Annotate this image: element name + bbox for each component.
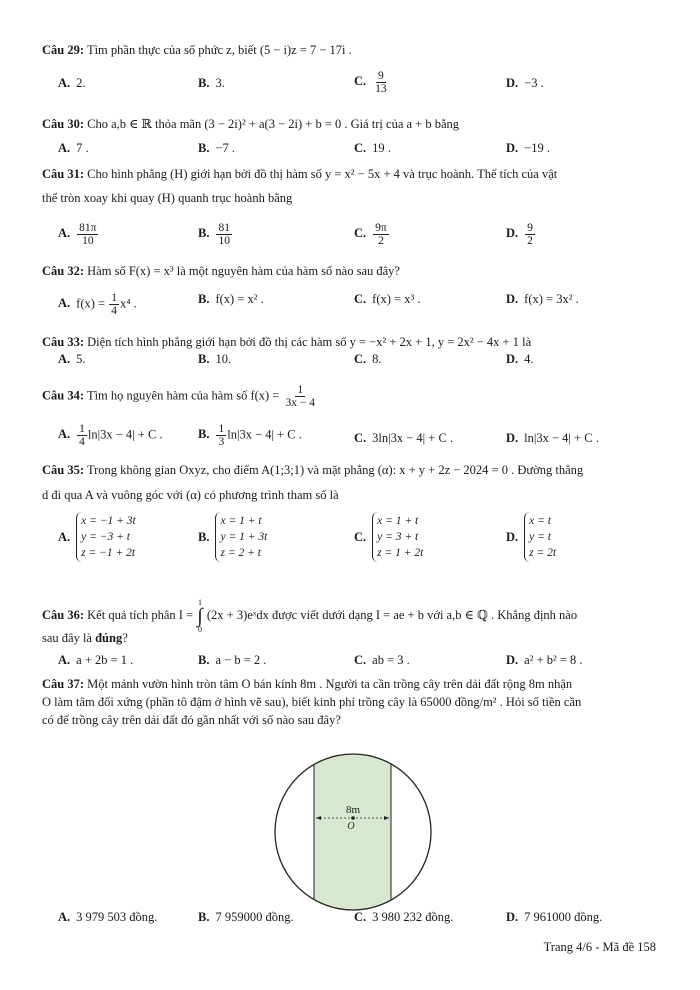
option-c[interactable]: C. 3 980 232 đồng. <box>354 910 454 924</box>
question-label: Câu 37: <box>42 677 85 691</box>
option-a[interactable]: A. 2. <box>58 76 86 90</box>
option-a[interactable]: A. $\frac{1}{4}$ ln|3x − 4| + C . <box>58 423 163 448</box>
question-text: Một mảnh vườn hình tròn tâm O bán kính 8m . Người ta cần trồng cây trên dải đất rộng 8m nhận <box>87 677 573 691</box>
option-d[interactable]: D. −19 . <box>506 141 550 155</box>
circle-garden-figure <box>270 752 436 912</box>
option-d[interactable]: D. $\frac{9}{2}$ <box>506 222 533 247</box>
option-c[interactable]: C. $\frac{9}{13}$ <box>354 70 387 95</box>
options-34 <box>58 423 658 453</box>
question-text: Trong không gian Oxyz, cho điểm A(1;3;1) và mặt phẳng (α): x + y + 2z − 2024 = 0 . Đường thẳng <box>86 463 584 477</box>
option-d[interactable]: D.x = t y = t z = 2t <box>506 512 560 562</box>
question-text: Hàm số F(x) = x³ là một nguyên hàm của hàm số nào sau đây? <box>87 264 400 278</box>
option-c[interactable]: C. f(x) = x³ . <box>354 292 421 306</box>
option-c[interactable]: C. $\frac{9\pi}{2}$ <box>354 222 387 247</box>
question-35-line-2: d đi qua A và vuông góc với (α) có phương trình tham số là <box>42 488 339 502</box>
question-text: Tìm phần thực của số phức z, biết (5 − i)z = 7 − 17i . <box>86 43 352 57</box>
question-label: Câu 30: <box>42 117 85 131</box>
option-d[interactable]: D. ln|3x − 4| + C . <box>506 431 599 445</box>
option-b[interactable]: B. a − b = 2 . <box>198 653 267 667</box>
question-text: Cho hình phẳng (H) giới hạn bởi đồ thị hàm số y = x² − 5x + 4 và trục hoành. Thể tích của vật <box>87 167 558 181</box>
question-32 <box>42 263 662 280</box>
integral-sign: 1 ∫ 0 <box>197 598 203 634</box>
question-31 <box>42 166 662 183</box>
question-label: Câu 34: <box>42 388 85 403</box>
options-35 <box>58 512 658 572</box>
option-a[interactable]: A. 5. <box>58 352 86 366</box>
center-point <box>351 816 355 820</box>
question-label: Câu 33: <box>42 335 85 349</box>
question-37 <box>42 676 662 693</box>
option-b[interactable]: B. $\frac{1}{3}$ ln|3x − 4| + C . <box>198 423 302 448</box>
option-a[interactable]: A. a + 2b = 1 . <box>58 653 134 667</box>
option-a[interactable]: A. f(x) = $\frac{1}{4}$ x⁴ . <box>58 292 137 317</box>
option-b[interactable]: B.x = 1 + t y = 1 + 3t z = 2 + t <box>198 512 271 562</box>
option-b[interactable]: B. f(x) = x² . <box>198 292 264 306</box>
question-36-line-2: sau đây là đúng? <box>42 631 128 645</box>
option-b[interactable]: B. 7 959000 đồng. <box>198 910 294 924</box>
options-29 <box>58 70 658 106</box>
option-b[interactable]: B. 3. <box>198 76 225 90</box>
option-a[interactable]: A. $\frac{81\pi}{10}$ <box>58 222 97 247</box>
planting-strip <box>314 752 391 912</box>
page-footer: Trang 4/6 - Mã đề 158 <box>543 940 656 954</box>
question-37-line-2: O làm tâm đối xứng (phần tô đậm ở hình vẽ sau), biết kinh phí trồng cây là 65000 đồng/m² . Hỏi số tiền cần <box>42 695 582 709</box>
option-c[interactable]: C.x = 1 + t y = 3 + t z = 1 + 2t <box>354 512 427 562</box>
option-c[interactable]: C. ab = 3 . <box>354 653 410 667</box>
option-b[interactable]: B. $\frac{81}{10}$ <box>198 222 230 247</box>
question-text: Diện tích hình phẳng giới hạn bởi đồ thị các hàm số y = −x² + 2x + 1, y = 2x² − 4x + 1 là <box>87 335 532 349</box>
question-label: Câu 32: <box>42 264 85 278</box>
options-33 <box>58 352 658 382</box>
question-30 <box>42 116 662 133</box>
fraction: $\frac{9}{13}$ <box>375 70 387 95</box>
question-37-line-3: có để trồng cây trên dải đất đó gần nhất với số nào sau đây? <box>42 713 341 727</box>
question-label: Câu 29: <box>42 43 85 57</box>
option-d[interactable]: D. 7 961000 đồng. <box>506 910 603 924</box>
center-label: O <box>347 821 355 832</box>
option-a[interactable]: A.x = −1 + 3t y = −3 + t z = −1 + 2t <box>58 512 140 562</box>
question-31-line-2: thể tròn xoay khi quay (H) quanh trục hoành bằng <box>42 191 293 205</box>
question-36: Câu 36: Kết quả tích phân I = 1 ∫ 0 (2x + 3)eˣdx được viết dưới dạng I = ae + b với a,b ∈ ℚ . Khẳng định nào <box>42 598 578 634</box>
question-29 <box>42 42 662 59</box>
option-c[interactable]: C. 19 . <box>354 141 391 155</box>
option-a[interactable]: A. 7 . <box>58 141 89 155</box>
option-c[interactable]: C. 3ln|3x − 4| + C . <box>354 431 454 445</box>
question-35 <box>42 462 662 479</box>
question-label: Câu 35: <box>42 463 85 477</box>
option-a[interactable]: A. 3 979 503 đồng. <box>58 910 158 924</box>
question-text: Cho a,b ∈ ℝ thỏa mãn (3 − 2i)² + a(3 − 2i) + b = 0 . Giá trị của a + b bằng <box>87 117 460 131</box>
options-37 <box>58 910 658 940</box>
question-34: Câu 34: Tìm họ nguyên hàm của hàm số f(x) = $\frac{1}{3x - 4}$ <box>42 384 315 409</box>
question-label: Câu 36: <box>42 607 85 622</box>
option-d[interactable]: D. −3 . <box>506 76 544 90</box>
question-label: Câu 31: <box>42 167 85 181</box>
options-32 <box>58 292 658 322</box>
question-33 <box>42 334 662 351</box>
option-c[interactable]: C. 8. <box>354 352 382 366</box>
options-31 <box>58 222 658 252</box>
option-b[interactable]: B. 10. <box>198 352 232 366</box>
width-label: 8m <box>345 804 361 816</box>
option-d[interactable]: D. f(x) = 3x² . <box>506 292 579 306</box>
option-d[interactable]: D. a² + b² = 8 . <box>506 653 583 667</box>
option-d[interactable]: D. 4. <box>506 352 534 366</box>
option-b[interactable]: B. −7 . <box>198 141 236 155</box>
